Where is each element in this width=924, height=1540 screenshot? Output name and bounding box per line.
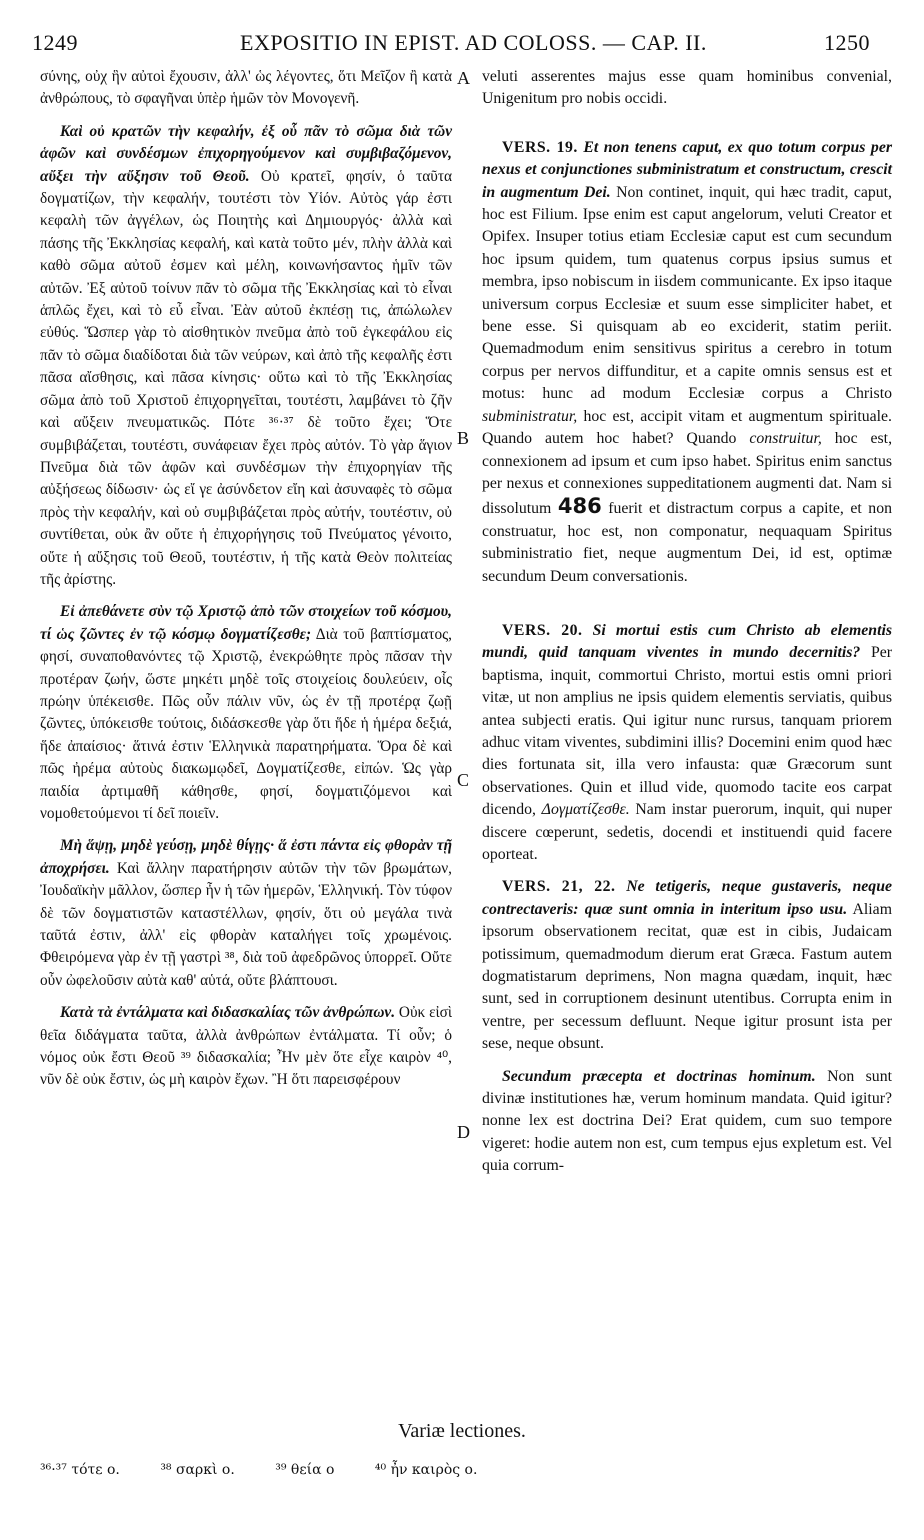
greek-text: Καὶ ἄλλην παρατήρησιν αὐτῶν τὴν τῶν βρωμάτων, Ἰουδαϊκὴν μᾶλλον, ὥσπερ ἦν ἡ τῶν ἡμερῶν, Ἑλληνική. Τὸν τύφον δὲ τῶν δογματιστῶν καταστέλλων, φησίν, ὅτι οὐ μεγάλα τινὰ ταῦτά ἐστιν, ἀλλ' εἰς φθορὰν καταλήγει τοῖς χρωμένοις. Φθειρόμενα γὰρ ἐν τῇ γαστρὶ ³⁸, διὰ τοῦ ἀφεδρῶνος ὑπορρεῖ. Οὔτε οὖν ὠφελοῦσιν αὐτὰ καθ' αὑτά, οὔτε βλάπτουσι. [40, 859, 452, 989]
page-number-right: 1250 [824, 30, 870, 55]
greek-lemma: Εἰ ἀπεθάνετε σὺν τῷ Χριστῷ ἀπὸ τῶν στοιχείων τοῦ κόσμου, τί ὡς ζῶντες ἐν τῷ κόσμῳ δογματίζεσθε; [40, 603, 452, 643]
running-header [0, 30, 924, 64]
footnotes [40, 1462, 884, 1478]
greek-paragraph [40, 601, 452, 825]
latin-lemma: Ne tetigeris, neque gustaveris, neque contrectaveris: quæ sunt omnia in interitum ipso usu. [482, 878, 892, 918]
latin-text: hoc est, connexionem ad ipsum et cum ipso habet. Spiritus enim sanctus per nexus et connexiones suppeditationem augmenti dat. Nam si dissolutum [482, 430, 893, 518]
greek-lemma: Καὶ οὐ κρατῶν τὴν κεφαλήν, ἐξ οὗ πᾶν τὸ σῶμα διὰ τῶν ἁφῶν καὶ συνδέσμων ἐπιχορηγούμενον καὶ συμβιβαζόμενον, αὔξει τὴν αὔξησιν τοῦ Θεοῦ. [40, 122, 452, 185]
latin-text: Aliam ipsorum observationem recitat, quæ est in cibis, Judaicam potissimum, quemadmodum dierum erat Græca. Fastum autem dogmatistarum deprimens, Non magna quædam, inquit, hæc sunt, sed in corruptionem desinunt utentibus. Corrupta enim in ventre, per secessum defluunt. Neque igitur prosunt ista per sese, neque obsunt. [482, 900, 892, 1053]
greek-paragraph [40, 121, 452, 592]
latin-paragraph [482, 137, 892, 588]
verse-number: VERS. 21, 22. [502, 878, 616, 896]
latin-lemma: Secundum præcepta et doctrinas hominum. [502, 1067, 816, 1085]
greek-lemma: Μὴ ἅψῃ, μηδὲ γεύσῃ, μηδὲ θίγῃς· ἅ ἐστι πάντα εἰς φθορὰν τῇ ἀποχρήσει. [40, 837, 452, 877]
margin-letter-c: C [457, 770, 470, 790]
verse-number: VERS. 20. [502, 621, 583, 639]
latin-paragraph [482, 620, 892, 866]
latin-paragraph [482, 876, 892, 1055]
footnote: ³⁸ σαρκὶ ο. [160, 1462, 235, 1478]
greek-text: Διὰ τοῦ βαπτίσματος, φησί, συναποθανόντες τῷ Χριστῷ, ἐνεκρώθητε πρὸς πᾶσαν τὴν προτέραν ζωήν, ὥστε μηκέτι μηδὲ τοῖς στοιχείοις δουλεύειν, οἷς πρώην ὑπέκεισθε. Πῶς οὖν πάλιν νῦν, ὡς ἐν τῇ προτέρᾳ ζωῇ ζῶντες, ὑπόκεισθε τούτοις, διδάσκεσθε γὰρ ὅτι ἥδε ἡ ἡμέρα δεξιά, ἥδε ἀπαίσιος· ἅτινά ἐστιν Ἑλληνικὰ παρατηρήματα. Ὅρα δὲ καὶ πῶς ἠρέμα αὐτοὺς διακωμῳδεῖ, Δογματίζεσθε, εἰπών. Ὡς γὰρ παιδία ἀρτιμαθῆ κάθησθε, φησί, δογματιζόμενοι καὶ νομοθετούμενοι τί δεῖ ποιεῖν. [40, 625, 453, 822]
footnote: ³⁹ θεία ο [275, 1462, 335, 1478]
variae-lectiones-heading: Variæ lectiones. [398, 1420, 526, 1442]
greek-text: σύνης, οὐχ ἣν αὐτοὶ ἔχουσιν, ἀλλ' ὡς λέγοντες, ὅτι Μεῖζον ἢ κατὰ ἀνθρώπους, τὸ σφαγῆναι ὑπὲρ ἡμῶν τὸν Μονογενῆ. [40, 68, 452, 108]
footnote: ⁴⁰ ἦν καιρὸς ο. [374, 1462, 478, 1478]
greek-text: Οὐ κρατεῖ, φησίν, ὁ ταῦτα δογματίζων, τὴν κεφαλήν, τουτέστι τὸν Υἱόν. Αὐτὸς γάρ ἐστι κεφαλὴ τῶν ἀγγέλων, ὡς Ποιητὴς καὶ Δημιουργός· ἀλλὰ καὶ πάσης τῆς Ἐκκλησίας κεφαλή, καὶ κατὰ τοῦτο μέν, πλὴν ἀλλὰ καὶ καθὸ σῶμα αὐτοῦ ἐσμεν καὶ μέλη, κοινωνήσαντος ἡμῖν τῶν αὐτῶν. Ἐξ αὐτοῦ τοίνυν πᾶν τὸ σῶμα τῆς Ἐκκλησίας καὶ τὸ εἶναι ἁπλῶς ἔχει, καὶ τὸ εὖ εἶναι. Ἐὰν αὐτοῦ ἐκπέσῃ τις, ἀπώλωλεν εὐθύς. Ὥσπερ γὰρ τὸ αἰσθητικὸν πνεῦμα ἀπὸ τοῦ ἐγκεφάλου εἰς πᾶν τὸ σῶμα διαδίδοται διὰ τῶν νεύρων, καὶ ἀπὸ τῆς κεφαλῆς ἐστι πᾶσα αἴσθησις, καὶ πᾶσα κίνησις· οὕτω καὶ τὸ τῆς Ἐκκλησίας σῶμα ἀπὸ τοῦ Χριστοῦ ἐπιχορηγεῖται, τουτέστι, λαμβάνει τὸ ζῆν καὶ αὔξειν πνευματικῶς. Πότε ³⁶·³⁷ δὲ τοῦτο ἔχει; Ὅτε συμβιβάζεται, τουτέστι, συνάφειαν ἔχει πρὸς αὐτόν. Τὸ γὰρ ἅγιον Πνεῦμα διὰ τῶν ἁφῶν καὶ συνδέσμων τὴν ἐπιχορηγίαν τῆς αὐξήσεως δίδωσιν· ὡς εἴ γε ἀσύνδετον εἴη καὶ ἀσυναφὲς τὸ σῶμα πρὸς τὴν κεφαλήν, καὶ οὐ συμβιβάζεται πρὸς αὐτήν, τουτέστιν, οὐ συντίθεται, οὐκ ἂν οὔτε ἡ ἐπιχορήγησις τοῦ Πνεύματος γένοιτο, οὔτε ἡ αὔξησις τοῦ Θεοῦ, τουτέστιν, ἡ τῆς κατὰ Θεὸν πολιτείας τῆς ἀρίστης. [40, 167, 452, 588]
greek-paragraph [40, 1002, 452, 1092]
latin-text: Non sunt divinæ institutiones hæ, verum hominum mandata. Quid igitur? nonne lex est doctrina Dei? Erat quidem, cum suo tempore vigeret: hodie autem non est, cum tempus ejus expletum est. Vel quia corrum- [482, 1067, 892, 1175]
greek-paragraph [40, 66, 452, 111]
running-title: EXPOSITIO IN EPIST. AD COLOSS. — CAP. II. [240, 30, 707, 55]
latin-text: fuerit et distractum corpus a capite, et non construatur, hoc est, non componatur, nequaquam Spiritus subministratio fiet, neque augmentum Dei, id est, optimæ secundum Deum conversationis. [482, 500, 892, 585]
latin-lemma: Si mortui estis cum Christo ab elementis mundi, quid tanquam viventes in mundo decernitis? [482, 621, 892, 662]
latin-paragraph [482, 1066, 892, 1178]
greek-lemma: Κατὰ τὰ ἐντάλματα καὶ διδασκαλίας τῶν ἀνθρώπων. [60, 1004, 396, 1022]
latin-paragraph [482, 66, 892, 111]
latin-italic-term: construitur, [749, 430, 822, 448]
page-number-left: 1249 [32, 30, 78, 55]
column-number: 486 [557, 494, 602, 519]
greek-text: Οὐκ εἰσὶ θεῖα διδάγματα ταῦτα, ἀλλὰ ἀνθρώπων ἐντάλματα. Τί οὖν; ὁ νόμος οὐκ ἔστι Θεοῦ ³⁹ διδασκαλία; Ἦν μὲν ὅτε εἶχε καιρὸν ⁴⁰, νῦν δὲ οὐκ ἔστιν, ὡς μὴ καιρὸν ἔχων. Ἢ ὅτι παρεισφέρουν [40, 1004, 453, 1089]
footnote: ³⁶·³⁷ τότε ο. [40, 1462, 120, 1478]
latin-text: Per baptisma, inquit, commortui Christo, mortui estis omni priori vitæ, ut non amplius ne ipsis quidem elementis serviatis, quibus antea subjecti eratis. Qui igitur nunc rursus, tanquam priorem adhuc vitam viventes, subdimini illis? Docemini enim quod hæc dies fortunata sit, illa vero infausta: quæ Græcorum sunt observationes. Quin et illud vide, quomodo tacite eos carpat dicendo, [482, 644, 892, 819]
margin-letter-b: B [457, 428, 470, 448]
latin-italic-term: subministratur, [482, 407, 578, 425]
verse-number: VERS. 19. [502, 138, 578, 156]
latin-text: veluti asserentes majus esse quam hominibus convenial, Unigenitum pro nobis occidi. [482, 68, 892, 108]
latin-lemma: Et non tenens caput, ex quo totum corpus per nexus et conjunctiones subministratum et constructum, crescit in augmentum Dei. [482, 138, 892, 201]
latin-text: Nam instar puerorum, inquit, qui nuper discere cœperunt, sedetis, docendi et instituendi quid facere oporteat. [482, 801, 892, 863]
greek-italic-term: Δογματίζεσθε. [541, 801, 630, 819]
margin-letter-a: A [457, 68, 470, 88]
greek-column [40, 66, 452, 1102]
latin-column [482, 66, 892, 1188]
margin-letter-d: D [457, 1122, 470, 1142]
greek-paragraph [40, 835, 452, 992]
latin-text: hoc est, accipit vitam et augmentum spirituale. Quando autem hoc habet? Quando [482, 407, 893, 448]
latin-text: Non continet, inquit, qui hæc tradit, caput, hoc est Filium. Ipse enim est caput angelorum, veluti Creator et Opifex. Insuper totius etiam Ecclesiæ caput est cum secundum hoc ipsum quidem, tum quatenus corpus ipsius sumus et membra, ipso nobiscum in iisdem communicante. Ex ipso itaque universum corpus Ecclesiæ et suum esse simpliciter habet, et bene esse. Si quisquam ab eo exciderit, statim periit. Quemadmodum enim sensitivus spiritus a cerebro in totum corpus per nervos diffunditur, et a capite omnis sensus est et motus: hunc ad modum Ecclesiæ corpus a Christo [482, 183, 893, 403]
